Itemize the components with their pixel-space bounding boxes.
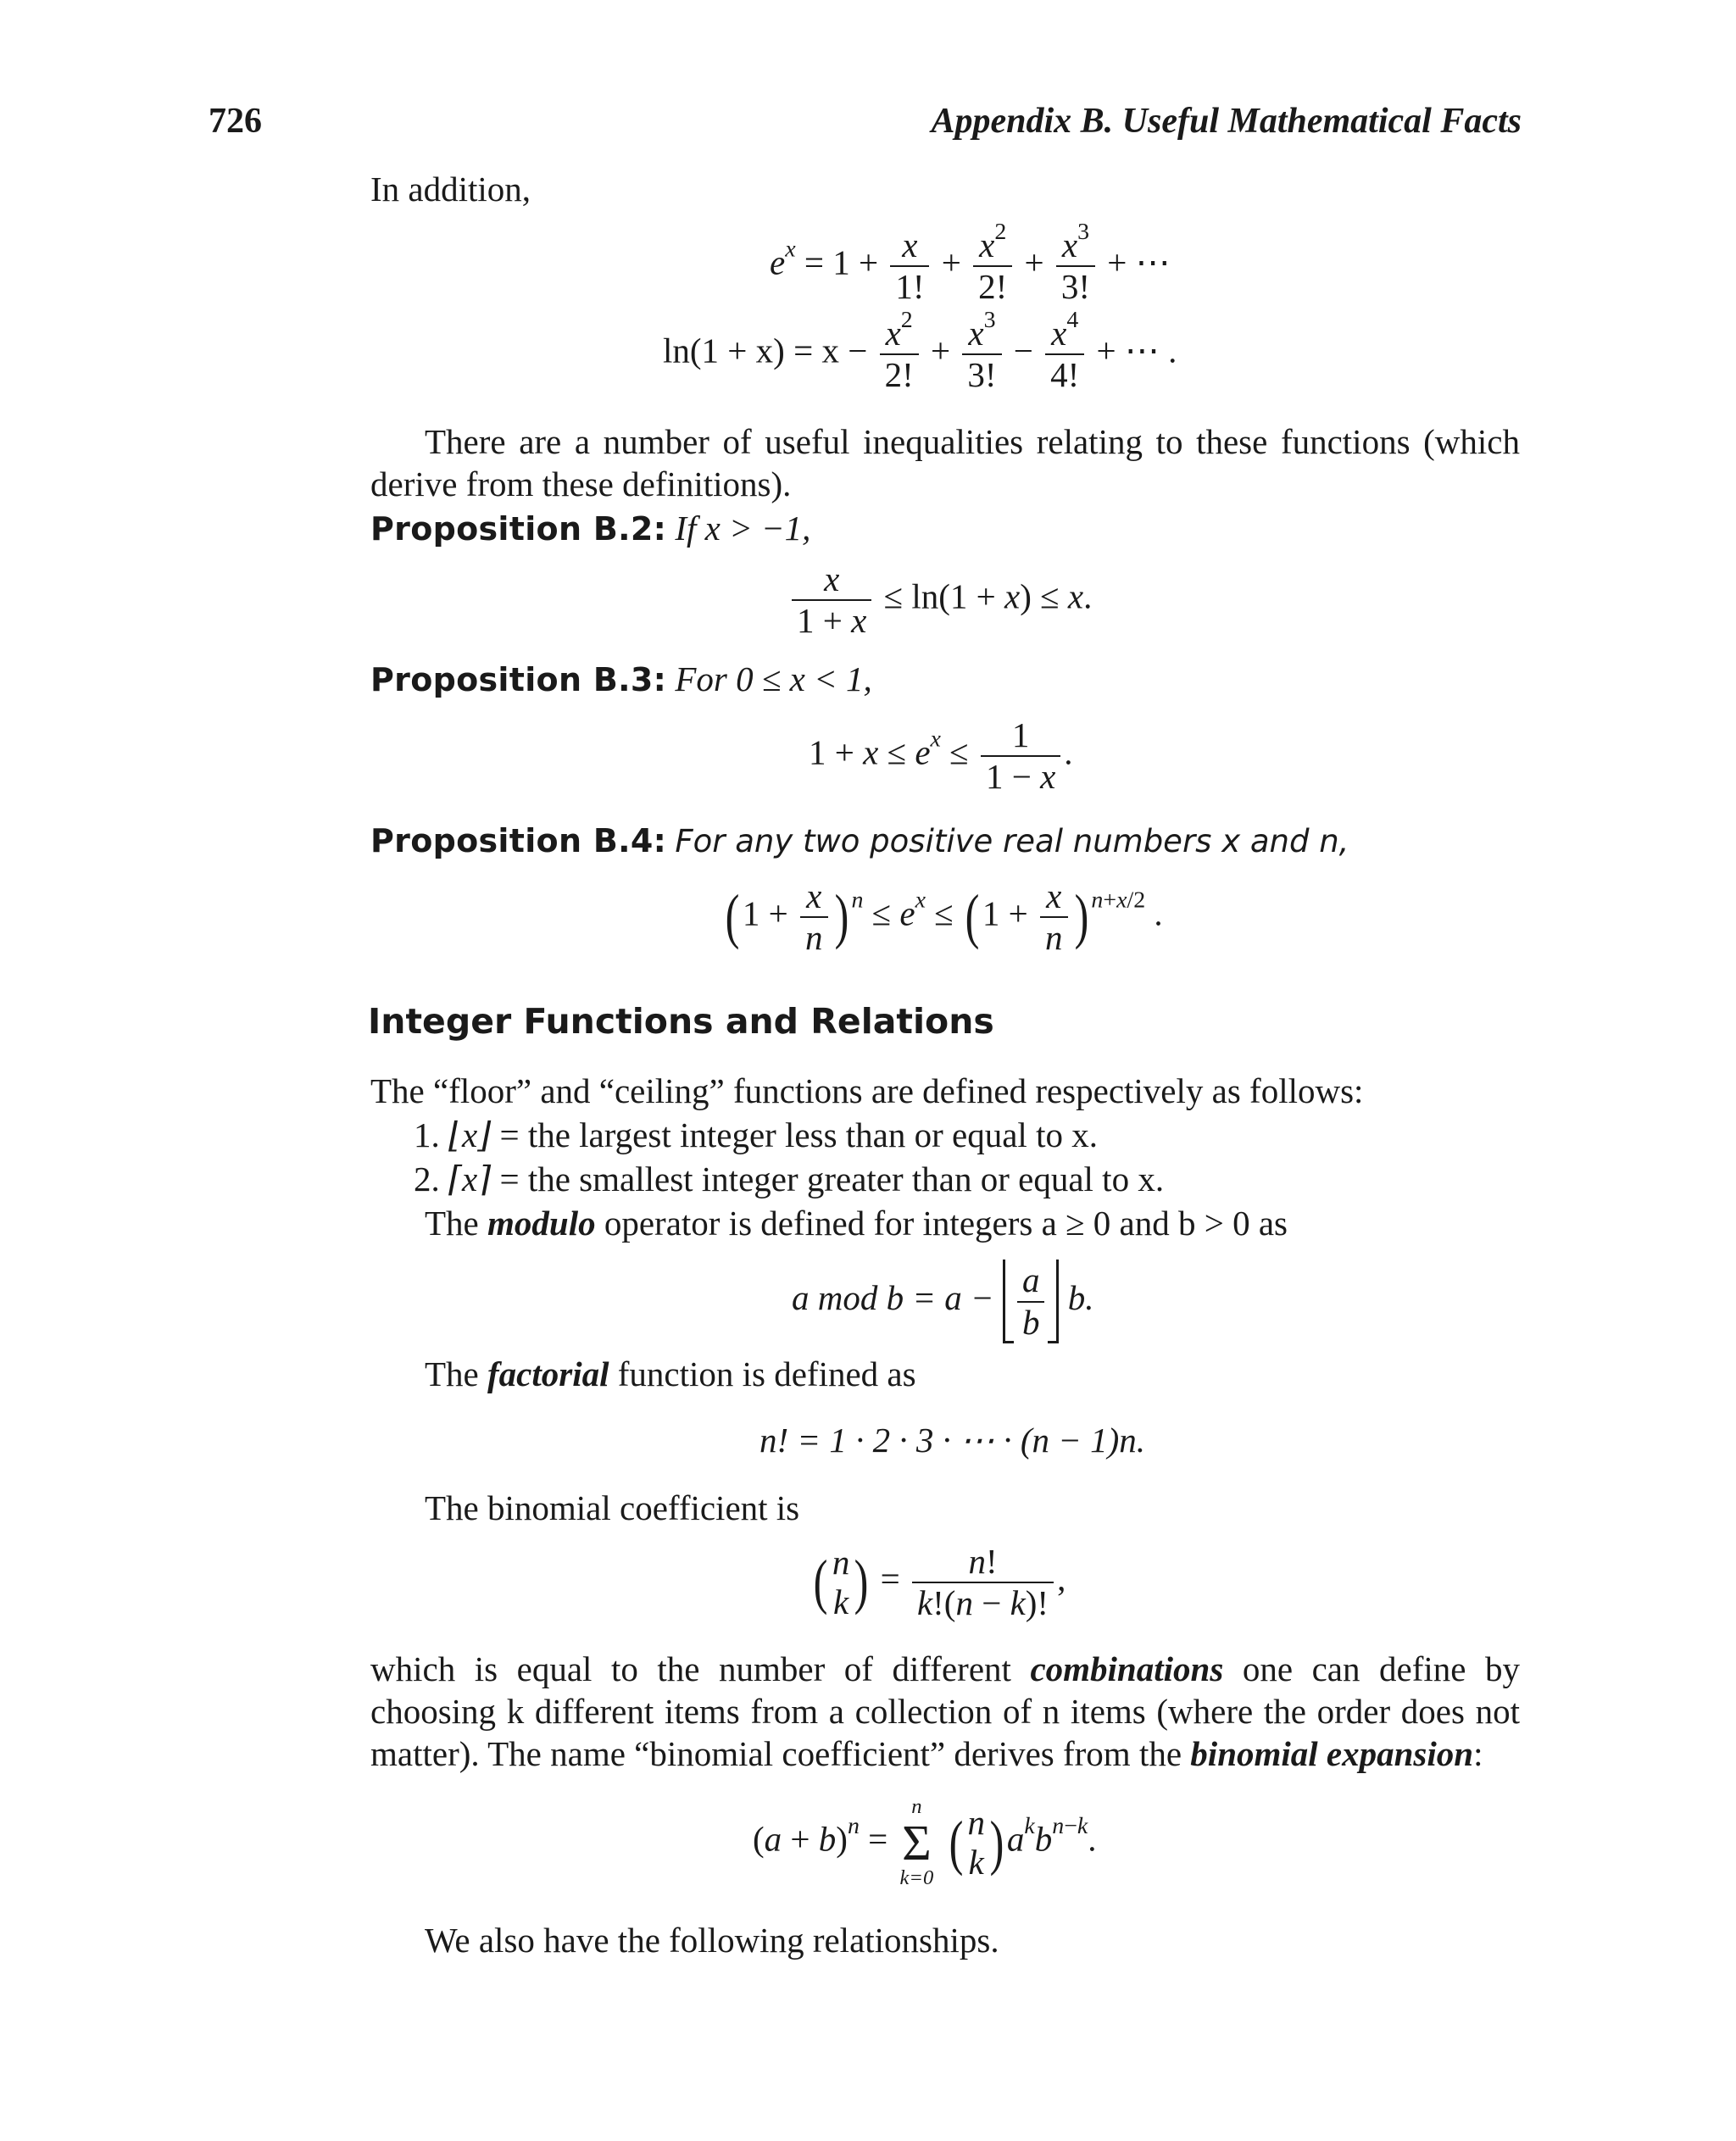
inequalities-paragraph: There are a number of useful inequalities relating to these functions (which derive from these definitions). — [370, 422, 1520, 504]
proposition-text: If x > −1, — [675, 509, 811, 548]
page-number: 726 — [209, 102, 262, 141]
floor-symbol: ⌊x⌋ — [448, 1115, 492, 1154]
exp-lhs: e — [770, 242, 786, 282]
binomial-expansion-term: binomial expansion — [1190, 1734, 1474, 1774]
modulo-term: modulo — [487, 1204, 596, 1243]
proposition-text: For any two positive real numbers x and n, — [675, 823, 1349, 859]
proposition-label: Proposition B.4: — [370, 822, 667, 859]
ceiling-item: 2. ⌈x⌉ = the smallest integer greater than or equal to x. — [414, 1159, 1165, 1198]
prop-b4-equation: (1 + $\frac{x}{n}$ ) $^n \le e^x \le (1$ + $\frac{x}{n}$ ) $^{n+x/2}$ . — [725, 876, 1163, 958]
proposition-text: For 0 ≤ x < 1, — [675, 659, 872, 698]
proposition-b2 — [370, 507, 810, 549]
combinations-term: combinations — [1030, 1649, 1224, 1688]
proposition-b3 — [370, 658, 872, 700]
closing-text: We also have the following relationships. — [425, 1921, 999, 1960]
binomial-text: The binomial coefficient is — [425, 1488, 800, 1527]
combinations-paragraph: which is equal to the number of different combinations one can define by choosing k different items from a collection of n items (where the order does not matter). The name “binomial coefficient” derives from the binomial expansion: — [370, 1649, 1520, 1774]
binomial-expansion-equation: $(a + b)^n$ = n Σ k=0 ( n k ) $a^kb^{n-k}$. — [753, 1795, 1097, 1890]
prop-b3-equation: $1 + x \le e^x$ ≤ $\frac{1}{1 - x}$ . — [809, 715, 1073, 797]
factorial-text: The factorial function is defined as — [425, 1354, 916, 1393]
section-title: Integer Functions and Relations — [368, 1001, 994, 1042]
prop-b2-equation: $\frac{x}{1 + x}$ ≤ ln(1 + x) ≤ x. — [788, 561, 1092, 639]
floor-item: 1. ⌊x⌋ = the largest integer less than or equal to x. — [414, 1115, 1098, 1154]
floor-intro: The “floor” and “ceiling” functions are defined respectively as follows: — [370, 1071, 1364, 1110]
ln-series-equation: ln(1 + x) = x − $\frac{x^2}{2!}$ + $\frac{x^3}{3!}$ − $\frac{x^4}{4!}$ + ⋯ . — [663, 307, 1177, 395]
factorial-equation: n! = 1 · 2 · 3 · ⋯ · (n − 1)n. — [760, 1421, 1146, 1460]
ceiling-symbol: ⌈x⌉ — [448, 1159, 492, 1198]
binomial-equation: ( n k ) = $\frac{n!}{k!(n - k)!}$ , — [813, 1542, 1066, 1623]
proposition-label: Proposition B.2: — [370, 510, 667, 548]
ln-lhs: ln(1 + x) = x − — [663, 331, 868, 370]
factorial-term: factorial — [487, 1354, 609, 1393]
running-head: Appendix B. Useful Mathematical Facts — [931, 102, 1522, 141]
modulo-text: The modulo operator is defined for integers a ≥ 0 and b > 0 as — [425, 1204, 1288, 1243]
exp-series-equation: $e^x = 1$ + $\frac{x}{1!}$ + $\frac{x^2}{2!}$ + $\frac{x^3}{3!}$ + ⋯ — [770, 219, 1171, 307]
intro-text: In addition, — [370, 170, 531, 209]
modulo-equation: a mod b = a − $\frac{a}{b}$ b. — [792, 1260, 1093, 1343]
proposition-label: Proposition B.3: — [370, 661, 667, 698]
proposition-b4 — [370, 819, 1349, 861]
